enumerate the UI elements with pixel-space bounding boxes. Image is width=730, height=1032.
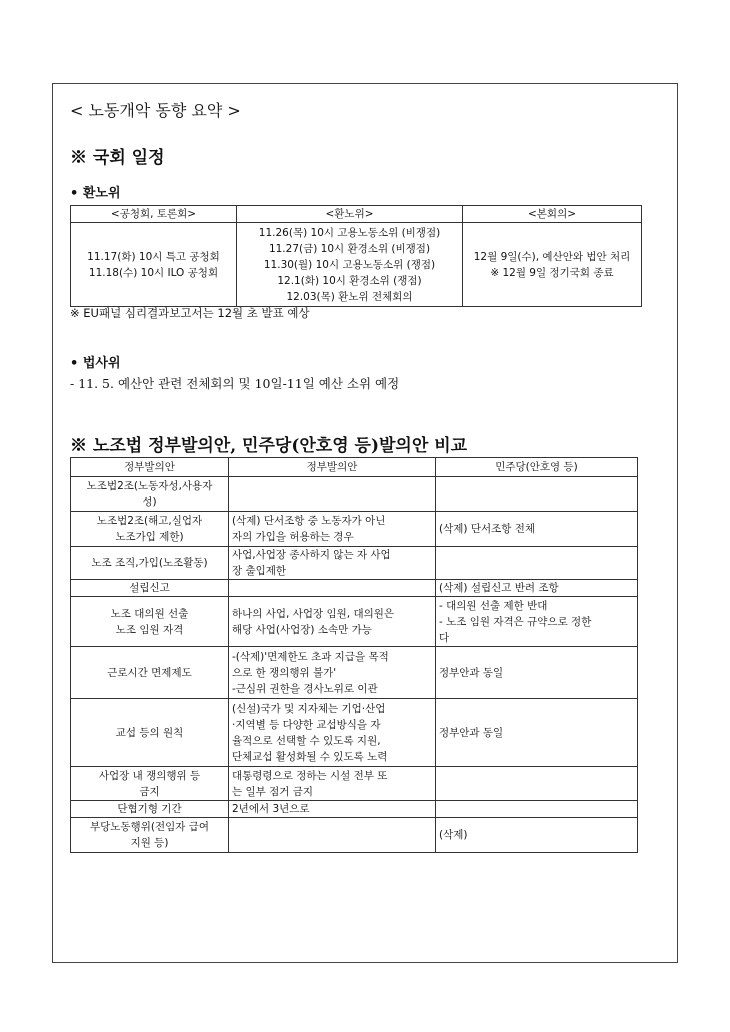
cell-line: 근로시간 면제제도: [107, 666, 192, 679]
cell-line: -근심위 권한을 경사노위로 이관: [232, 682, 378, 695]
header-item: 정부발의안: [71, 458, 229, 477]
cell-line: 대통령령으로 정하는 시설 전부 또: [232, 769, 388, 782]
cell-line: 장 출입제한: [232, 565, 287, 577]
item-cell: [71, 801, 229, 818]
government-bill-cell: [229, 547, 436, 580]
cell-line: 설립신고: [129, 582, 170, 594]
hwanno-schedule-cell: [237, 223, 463, 307]
cell-line: (삭제) 단서조항 중 노동자가 아닌: [232, 515, 386, 527]
comparison-row: [71, 477, 638, 512]
cell-line: (신설)국가 및 지자체는 기업·산업: [232, 702, 386, 715]
cell-line: 성): [142, 496, 157, 508]
cell-line: 12.03(목) 환노위 전체회의: [286, 290, 413, 303]
government-bill-cell: [229, 801, 436, 818]
section-title-assembly-schedule: ※ 국회 일정: [70, 148, 165, 168]
cell-line: 자의 가입을 허용하는 경우: [232, 531, 354, 543]
comparison-row: [71, 818, 638, 853]
comparison-row: [71, 699, 638, 767]
comparison-row: [71, 512, 638, 547]
democratic-bill-cell: [436, 580, 638, 597]
democratic-bill-cell: [436, 647, 638, 699]
cell-line: (삭제) 설립신고 반려 조항: [439, 582, 559, 594]
cell-line: ※ 12월 9일 정기국회 종료: [490, 266, 614, 279]
government-bill-cell: [229, 818, 436, 853]
cell-line: 교섭 등의 원칙: [115, 726, 184, 739]
section-title-bill-comparison: ※ 노조법 정부발의안, 민주당(안호영 등)발의안 비교: [70, 436, 468, 456]
cell-line: 11.30(월) 10시 고용노동소위 (쟁점): [263, 258, 436, 271]
header-government-bill: 정부발의안: [229, 458, 436, 477]
cell-line: 는 일부 점거 금지: [232, 785, 314, 798]
header-democratic-bill: 민주당(안호영 등): [436, 458, 638, 477]
democratic-bill-cell: [436, 818, 638, 853]
cell-line: -(삭제)'면제한도 초과 지급을 목적: [232, 650, 389, 663]
cell-line: - 대의원 선출 제한 반대: [439, 599, 548, 612]
cell-line: 노조 대의원 선출: [110, 607, 189, 620]
item-cell: [71, 647, 229, 699]
cell-line: 사업장 내 쟁의행위 등: [98, 769, 201, 782]
item-cell: [71, 477, 229, 512]
item-cell: [71, 512, 229, 547]
cell-line: 금지: [139, 785, 160, 798]
document-title: < 노동개악 동향 요약 >: [70, 101, 241, 120]
cell-line: (삭제): [439, 829, 468, 841]
beopsa-schedule-line: - 11. 5. 예산안 관련 전체회의 및 10일-11일 예산 소위 예정: [70, 376, 400, 391]
democratic-bill-cell: [436, 597, 638, 647]
government-bill-cell: [229, 767, 436, 801]
item-cell: [71, 818, 229, 853]
government-bill-cell: [229, 512, 436, 547]
eu-panel-note: ※ EU패널 심리결과보고서는 12월 초 발표 예상: [70, 306, 310, 320]
cell-line: 단체교섭 활성화될 수 있도록 노력: [232, 750, 388, 763]
democratic-bill-cell: [436, 512, 638, 547]
comparison-row: [71, 580, 638, 597]
comparison-row: [71, 801, 638, 818]
comparison-row: [71, 767, 638, 801]
government-bill-cell: [229, 647, 436, 699]
item-cell: [71, 699, 229, 767]
cell-line: 으로 한 쟁의행위 불가': [232, 666, 337, 679]
democratic-bill-cell: [436, 801, 638, 818]
cell-line: 하나의 사업, 사업장 임원, 대의원은: [232, 607, 395, 620]
plenary-schedule-cell: [463, 223, 642, 307]
cell-line: 정부안과 동일: [439, 726, 504, 739]
cell-line: 11.17(화) 10시 특고 공청회: [87, 250, 220, 263]
democratic-bill-cell: [436, 699, 638, 767]
government-bill-cell: [229, 597, 436, 647]
cell-line: 노조가입 제한): [115, 531, 184, 543]
cell-line: ·지역별 등 다양한 교섭방식을 자: [232, 718, 381, 731]
comparison-row: [71, 547, 638, 580]
cell-line: 해당 사업(사업장) 소속만 가능: [232, 623, 372, 636]
comparison-row: [71, 647, 638, 699]
cell-line: 노조 조직,가입(노조활동): [91, 557, 208, 569]
cell-line: 노조 임원 자격: [115, 623, 184, 636]
democratic-bill-cell: [436, 477, 638, 512]
cell-line: - 노조 임원 자격은 규약으로 정한: [439, 615, 592, 628]
democratic-bill-cell: [436, 547, 638, 580]
cell-line: 단협기형 기간: [117, 803, 182, 815]
cell-line: 율적으로 선택할 수 있도록 지원,: [232, 734, 381, 747]
cell-line: (삭제) 단서조항 전체: [439, 523, 536, 535]
cell-line: 11.18(수) 10시 ILO 공청회: [88, 266, 219, 279]
cell-line: 11.26(목) 10시 고용노동소위 (비쟁점): [258, 226, 441, 239]
item-cell: [71, 597, 229, 647]
item-cell: [71, 547, 229, 580]
cell-line: 11.27(금) 10시 환경소위 (비쟁점): [268, 242, 431, 255]
header-hwanno: <환노위>: [237, 206, 463, 223]
cell-line: 지원 등): [130, 837, 169, 849]
cell-line: 다: [439, 631, 450, 644]
government-bill-cell: [229, 477, 436, 512]
cell-line: 노조법2조(노동자성,사용자: [86, 480, 213, 492]
comparison-row: [71, 597, 638, 647]
hwanno-schedule-table: [70, 205, 642, 307]
cell-line: 2년에서 3년으로: [232, 803, 310, 815]
cell-line: 부당노동행위(전임자 급여: [89, 821, 209, 833]
item-cell: [71, 580, 229, 597]
cell-line: 12.1(화) 10시 환경소위 (쟁점): [277, 274, 422, 287]
cell-line: 12월 9일(수), 예산안와 법안 처리: [473, 250, 631, 263]
democratic-bill-cell: [436, 767, 638, 801]
bill-comparison-table: [70, 457, 638, 853]
government-bill-cell: [229, 699, 436, 767]
cell-line: 노조법2조(해고,실업자: [96, 515, 203, 527]
header-hearing: <공청회, 토론회>: [71, 206, 237, 223]
header-plenary: <본회의>: [463, 206, 642, 223]
item-cell: [71, 767, 229, 801]
subheading-hwanno: • 환노위: [70, 186, 121, 201]
hearing-schedule-cell: [71, 223, 237, 307]
cell-line: 사업,사업장 종사하지 않는 자 사업: [232, 549, 391, 561]
cell-line: 정부안과 동일: [439, 666, 504, 679]
government-bill-cell: [229, 580, 436, 597]
subheading-beopsa: • 법사위: [70, 356, 121, 371]
